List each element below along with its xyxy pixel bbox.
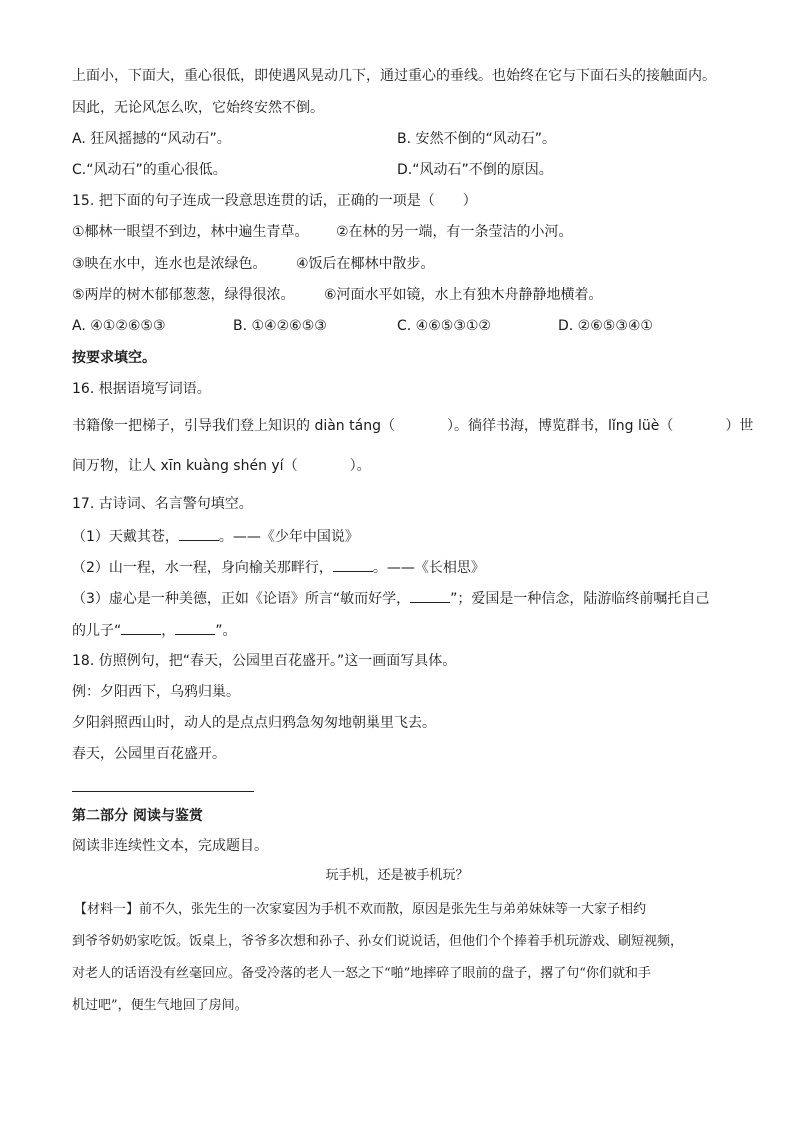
q16-text-1b: ）。徜徉书海，博览群书，lǐng lüè（ [446, 418, 674, 434]
q17-item-1-text-b: 。——《少年中国说》 [218, 529, 359, 545]
q15-option-c[interactable]: C. ④⑥⑤③①② [397, 318, 491, 334]
q17-item-3-cont [72, 620, 237, 641]
q17-item-3-text-a: （3）虚心是一种美德，正如《论语》所言“敏而好学， [72, 591, 411, 607]
q17-item-3-text-b: ”；爱国是一种信念，陆游临终前嘱托自己 [450, 591, 710, 607]
material-1-line-2: 到爷爷奶奶家吃饭。饭桌上，爷爷多次想和孙子、孙女们说说话，但他们个个捧着手机玩游戏、刷短视频， [72, 934, 684, 949]
q14-option-c[interactable]: C.“风动石”的重心很低。 [72, 162, 227, 178]
q15-sentence-6: ⑥河面水平如镜，水上有独木舟静静地横着。 [324, 287, 603, 303]
q16-text-2a: 间万物，让人 xīn kuàng shén yí（ [72, 458, 298, 474]
article-title: 玩手机，还是被手机玩？ [325, 868, 469, 883]
q18-example: 例：夕阳西下，乌鸦归巢。 [72, 684, 240, 700]
answer-blank-17-3b[interactable] [121, 620, 161, 635]
q15-sentence-4: ④饭后在椰林中散步。 [296, 256, 435, 272]
q17-item-2-text-b: 。——《长相思》 [372, 560, 485, 576]
q17-item-2-text-a: （2）山一程，水一程，身向榆关那畔行， [72, 560, 333, 576]
q17-stem: 17. 古诗词、名言警句填空。 [72, 496, 253, 512]
q16-text-1a: 书籍像一把梯子，引导我们登上知识的 diàn táng（ [72, 418, 395, 434]
q15-sentence-3: ③映在水中，连水也是浓绿色。 [72, 256, 267, 272]
section-heading-fill: 按要求填空。 [72, 350, 156, 366]
answer-blank-17-1[interactable] [179, 526, 219, 541]
q18-task: 春天，公园里百花盛开。 [72, 746, 226, 762]
q16-stem: 16. 根据语境写词语。 [72, 381, 211, 397]
q16-text-2b: ）。 [349, 458, 371, 474]
q14-option-d[interactable]: D.“风动石”不倒的原因。 [397, 162, 553, 178]
q14-option-a[interactable]: A. 狂风摇撼的“风动石”。 [72, 131, 231, 147]
q14-option-b[interactable]: B. 安然不倒的“风动石”。 [397, 131, 557, 147]
q15-sentence-2: ②在林的另一端，有一条莹洁的小河。 [336, 224, 573, 240]
q17-item-2 [72, 557, 485, 578]
answer-blank-17-3a[interactable] [410, 588, 450, 603]
q18-example-expanded: 夕阳斜照西山时，动人的是点点归鸦急匆匆地朝巢里飞去。 [72, 715, 436, 731]
q15-stem: 15. 把下面的句子连成一段意思连贯的话，正确的一项是（ ） [72, 193, 477, 209]
part2-instruction: 阅读非连续性文本，完成题目。 [72, 838, 268, 854]
q15-option-b[interactable]: B. ①④②⑥⑤③ [233, 318, 327, 334]
q17-item-1 [72, 526, 359, 547]
q18-stem: 18. 仿照例句，把“春天，公园里百花盛开。”这一画面写具体。 [72, 653, 457, 669]
answer-line[interactable] [72, 791, 254, 792]
q17-item-3-text-d: ， [161, 623, 176, 639]
material-1-line-1: 【材料一】前不久，张先生的一次家宴因为手机不欢而散，原因是张先生与弟弟妹妹等一大家子相约 [74, 902, 647, 917]
q16-text-1c: ）世 [725, 418, 754, 434]
q14-passage-line-1: 上面小，下面大，重心很低，即使遇风晃动几下，通过重心的垂线。也始终在它与下面石头的接触面内。 [72, 68, 716, 84]
q14-passage-line-2: 因此，无论风怎么吹，它始终安然不倒。 [72, 100, 324, 116]
q17-item-1-text-a: （1）天戴其苍， [72, 529, 179, 545]
answer-blank-17-3c[interactable] [175, 620, 215, 635]
part2-heading: 第二部分 阅读与鉴赏 [72, 808, 203, 824]
q16-line-2 [72, 456, 371, 476]
material-1-line-4: 机过吧”，便生气地回了房间。 [72, 998, 248, 1013]
q15-sentence-1: ①椰林一眼望不到边，林中遍生青草。 [72, 224, 309, 240]
answer-blank-17-2[interactable] [333, 557, 373, 572]
q17-item-3-text-e: ”。 [215, 623, 237, 639]
q16-line-1 [72, 416, 753, 436]
q17-item-3-text-c: 的儿子“ [72, 623, 122, 639]
q17-item-3 [72, 588, 709, 609]
material-1-line-3: 对老人的话语没有丝毫回应。备受冷落的老人一怒之下“啪”地摔碎了眼前的盘子，撂了句“你们就和手 [72, 966, 651, 981]
q15-sentence-5: ⑤两岸的树木郁郁葱葱，绿得很浓。 [72, 287, 295, 303]
q15-option-d[interactable]: D. ②⑥⑤③④① [558, 318, 653, 334]
q15-option-a[interactable]: A. ④①②⑥⑤③ [72, 318, 166, 334]
